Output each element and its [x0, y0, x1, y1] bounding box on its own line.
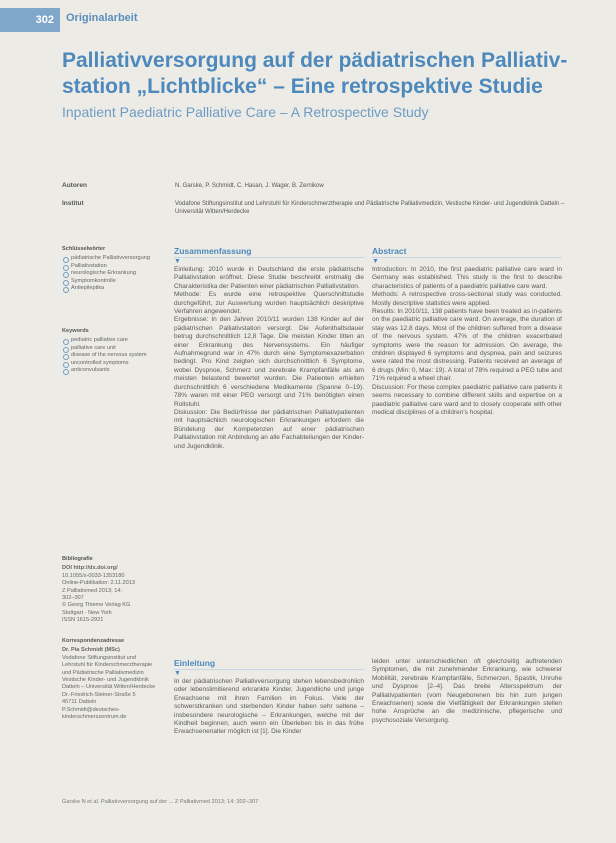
keywords-de-label: Schlüsselwörter: [62, 246, 106, 252]
paragraph: Introduction: In 2010, the first paediatric palliative care ward in Germany was established. This study is the first to describe characteristics of patients of a paediatric palliative care ward.: [372, 266, 562, 290]
paragraph: Methode: Es wurde eine retrospektive Querschnittstudie durchgeführt, zur Auswertung wurden hauptsächlich deskriptive Verfahren angewendet.: [174, 291, 364, 316]
abstract-section: [372, 246, 562, 417]
bib-line: 10.1055/s-0033-1353180: [62, 572, 125, 579]
arrow-icon: ▼: [174, 258, 181, 265]
page-number: 302: [0, 8, 60, 32]
keyword: Antiepileptika: [62, 285, 164, 292]
arrow-icon: ▼: [174, 670, 181, 677]
article-subtitle: Inpatient Paediatric Palliative Care – A Retrospective Study: [62, 104, 429, 120]
keyword: neurologische Erkrankung: [62, 270, 164, 277]
corr-line: und Pädiatrische Palliativmedizin: [62, 669, 144, 676]
corr-line: Datteln – Universität Witten/Herdecke: [62, 684, 156, 691]
paragraph: In der pädiatrischen Palliativversorgung stehen lebensbedrohlich oder lebenslimitierend erkrankte Kinder, Jugendliche und junge Erwachsene mit ihren Familien im Fokus. Viele der schwerstkranken und sterbenden Kinder haben sehr seltene – insbesondere neurologische – Erkrankungen, welche mit der Kindheit beginnen, auch wenn ein Überleben bis in das frühe Erwachsenenalter möglich ist [1]. Die Kinder: [174, 678, 364, 736]
keyword: palliative care unit: [62, 345, 164, 352]
paragraph: Results: In 2010/11, 138 patients have been treated as in-patients on the paediatric palliative care ward. On average, the duration of stay was 12.8 days. Most of the children suffered from a disease of the nervous system. 47% of the children exacerbated symptoms were the reason for admission. On average, the children displayed 6 symptoms and dyspnea, pain and seizures were rated the most distressing. Patients received an average of 6 drugs (Min: 0, Max: 19). A total of 78% required a PEG tube and 71% required a wheel chair.: [372, 308, 562, 383]
section-label: Originalarbeit: [66, 12, 138, 24]
bib-line: © Georg Thieme Verlag KG: [62, 602, 131, 609]
keywords-en-label: Keywords: [62, 328, 89, 334]
keyword: uncontrolled symptoms: [62, 360, 164, 367]
bibliography-label: Bibliografie: [62, 556, 93, 562]
bibliography: [62, 556, 164, 625]
corr-line: Dr.-Friedrich-Steiner-Straße 5: [62, 691, 136, 698]
paragraph: Methods: A retrospective cross-sectional study was conducted. Mostly descriptive statistics were applied.: [372, 291, 562, 307]
corr-line: Vestische Kinder- und Jugendklinik: [62, 677, 149, 684]
arrow-icon: ▼: [372, 258, 379, 265]
authors-label: Autoren: [62, 182, 87, 189]
correspondence-label: Korrespondenzadresse: [62, 638, 125, 644]
article-title: Palliativversorgung auf der pädiatrischen Palliativ-station „Lichtblicke“ – Eine retrospektive Studie: [62, 49, 568, 98]
correspondence: [62, 638, 164, 721]
keywords-en: [62, 328, 164, 374]
corr-line: 45711 Datteln: [62, 699, 97, 706]
corr-line: Lehrstuhl für Kinderschmerztherapie: [62, 662, 153, 669]
keywords-de: [62, 246, 164, 292]
page-footer: Garske N et al. Palliativversorgung auf der ... Z Palliativmed 2013; 14: 302–307: [62, 799, 259, 805]
paragraph: Diskussion: Die Bedürfnisse der pädiatrischen Palliativpatienten mit hauptsächlich neurologischen Erkrankungen erfordern die Bündelung der Kompetenzen auf einer pädiatrischen Palliativstation mit Anbindung an alle Fachabteilungen der Kinder- und Jugendklinik.: [174, 408, 364, 450]
keyword: disease of the nervous system: [62, 352, 164, 359]
bib-line: Z Palliativmed 2013; 14:: [62, 587, 123, 594]
paragraph: Discussion: For these complex paediatric palliative care patients it seems necessary to combine different skills and expertise on a paediatric palliative care ward and to closely cooperate with other medical disciplines of a children's hospital.: [372, 383, 562, 416]
paragraph: leiden unter unterschiedlichen oft gleichzeitig auftretenden Symptomen, die mit zunehmender Erkrankung, wie schwerer Mobilität, zerebrale Krampfanfälle, Schmerzen, Spastik, Unruhe und Dyspnoe [2–4]. Das breite Altersspektrum der Palliativpatienten (vom Neugeborenen bis hin zum jungen Erwachsenen) sowie die Vielfältigkeit der Erkrankungen stellen hohe Ansprüche an die medizinische, pflegerische und psychosoziale Versorgung.: [372, 658, 562, 724]
einleitung-heading: Einleitung: [174, 658, 364, 670]
keyword: Symptomkontrolle: [62, 278, 164, 285]
keyword: Palliativstation: [62, 263, 164, 270]
bib-line: Stuttgart · New York: [62, 609, 112, 616]
bib-line: ISSN 1615-2921: [62, 617, 104, 624]
zusammenfassung-heading: Zusammenfassung: [174, 246, 364, 258]
bib-line: DOI http://dx.doi.org/: [62, 565, 118, 572]
paragraph: Ergebnisse: In den Jahren 2010/11 wurden 138 Kinder auf der pädiatrischen Palliativstation versorgt. Die Aufenthaltsdauer betrug durchschnittlich 12,8 Tage. Die meisten Kinder litten an einer Erkrankung des Nervensystems. Ein häufiger Aufnahmegrund war in 47% durch eine Symptomexazerbation bedingt. Pro Kind zeigten sich durchschnittlich 6 Symptome, wobei Dyspnoe, Schmerz und zerebrale Krampfanfälle als am meisten belastend bewertet wurden. Die Patienten erhielten durchschnittlich 6 verschiedene Medikamente (Spanne 0–19). 78% waren mit einer PEG versorgt und 71% benötigten einen Rollstuhl.: [174, 316, 364, 408]
bib-line: 302–307: [62, 595, 84, 602]
einleitung-continued: [372, 658, 562, 725]
institute-label: Institut: [62, 200, 84, 207]
institute: Vodafone Stiftungsinstitut und Lehrstuhl für Kinderschmerztherapie und Pädiatrische Palliativmedizin, Vestische Kinder- und Jugendklinik Datteln – Universität Witten/Herdecke: [175, 201, 565, 215]
einleitung-section: [174, 658, 364, 737]
zusammenfassung-section: [174, 246, 364, 451]
keyword: pediatric palliative care: [62, 337, 164, 344]
corr-line: Vodafone Stiftungsinstitut und: [62, 654, 137, 661]
keyword: pädiatrische Palliativversorgung: [62, 255, 164, 262]
abstract-heading: Abstract: [372, 246, 562, 258]
paragraph: Einleitung: 2010 wurde in Deutschland die erste pädiatrische Palliativstation eröffnet. Diese Studie beschreibt erstmalig die Charakteristika der Patienten einer pädiatrischen Palliativstation.: [174, 266, 364, 290]
bib-line: Online-Publikation: 2.11.2013: [62, 580, 135, 587]
corr-line: P.Schmidt@deutsches-kinderschmerzzentrum.de: [62, 706, 127, 721]
keyword: anticonvulsants: [62, 367, 164, 374]
correspondence-name: Dr. Pia Schmidt (MSc): [62, 647, 120, 654]
authors: N. Garske, P. Schmidt, C. Hasan, J. Wager, B. Zernikow: [175, 183, 324, 189]
